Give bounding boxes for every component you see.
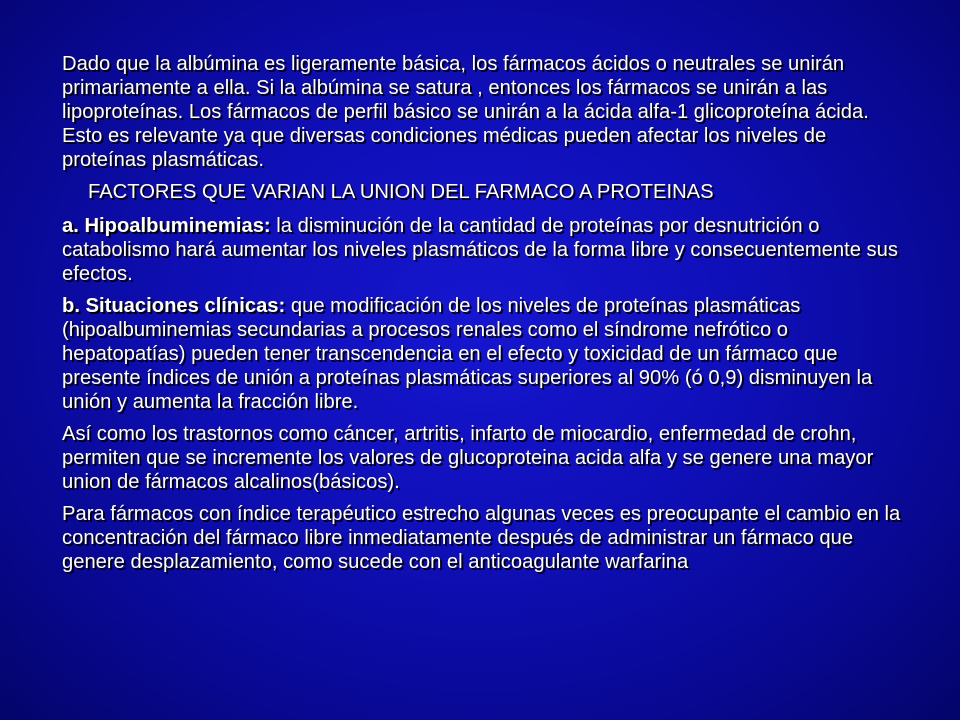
item-b-paragraph	[62, 294, 912, 414]
intro-paragraph: Dado que la albúmina es ligeramente básica, los fármacos ácidos o neutrales se unirán primariamente a ella. Si la albúmina se satura , entonces los fármacos se unirán a las lipoproteínas. Los fármacos de perfil básico se unirán a la ácida alfa-1 glicoproteína ácida. Esto es relevante ya que diversas condiciones médicas pueden afectar los niveles de proteínas plasmáticas.	[62, 53, 869, 171]
item-b-text: que modificación de los niveles de proteínas plasmáticas (hipoalbuminemias secundarias a procesos renales como el síndrome nefrótico o hepatopatías) pueden tener transcendencia en el efecto y toxicidad de un fármaco que presente índices de unión a proteínas plasmáticas superiores al 90% (ó 0,9) disminuyen la unión y aumenta la fracción libre.	[62, 295, 873, 413]
section-heading: FACTORES QUE VARIAN LA UNION DEL FARMACO A PROTEINAS	[88, 181, 714, 203]
item-a-text: la disminución de la cantidad de proteínas por desnutrición o catabolismo hará aumentar los niveles plasmáticos de la forma libre y consecuentemente sus efectos.	[62, 215, 898, 285]
cancer-paragraph: Así como los trastornos como cáncer, artritis, infarto de miocardio, enfermedad de crohn, permiten que se incremente los valores de glucoproteina acida alfa y se genere una mayor union de fármacos alcalinos(básicos).	[62, 423, 874, 493]
warfarina-paragraph: Para fármacos con índice terapéutico estrecho algunas veces es preocupante el cambio en la concentración del fármaco libre inmediatamente después de administrar un fármaco que genere desplazamiento, como sucede con el anticoagulante warfarina	[62, 503, 901, 573]
item-b-label: b. Situaciones clínicas:	[62, 295, 286, 317]
item-a-label: a. Hipoalbuminemias:	[62, 215, 271, 237]
slide-content	[62, 52, 912, 582]
item-a-paragraph	[62, 214, 912, 286]
